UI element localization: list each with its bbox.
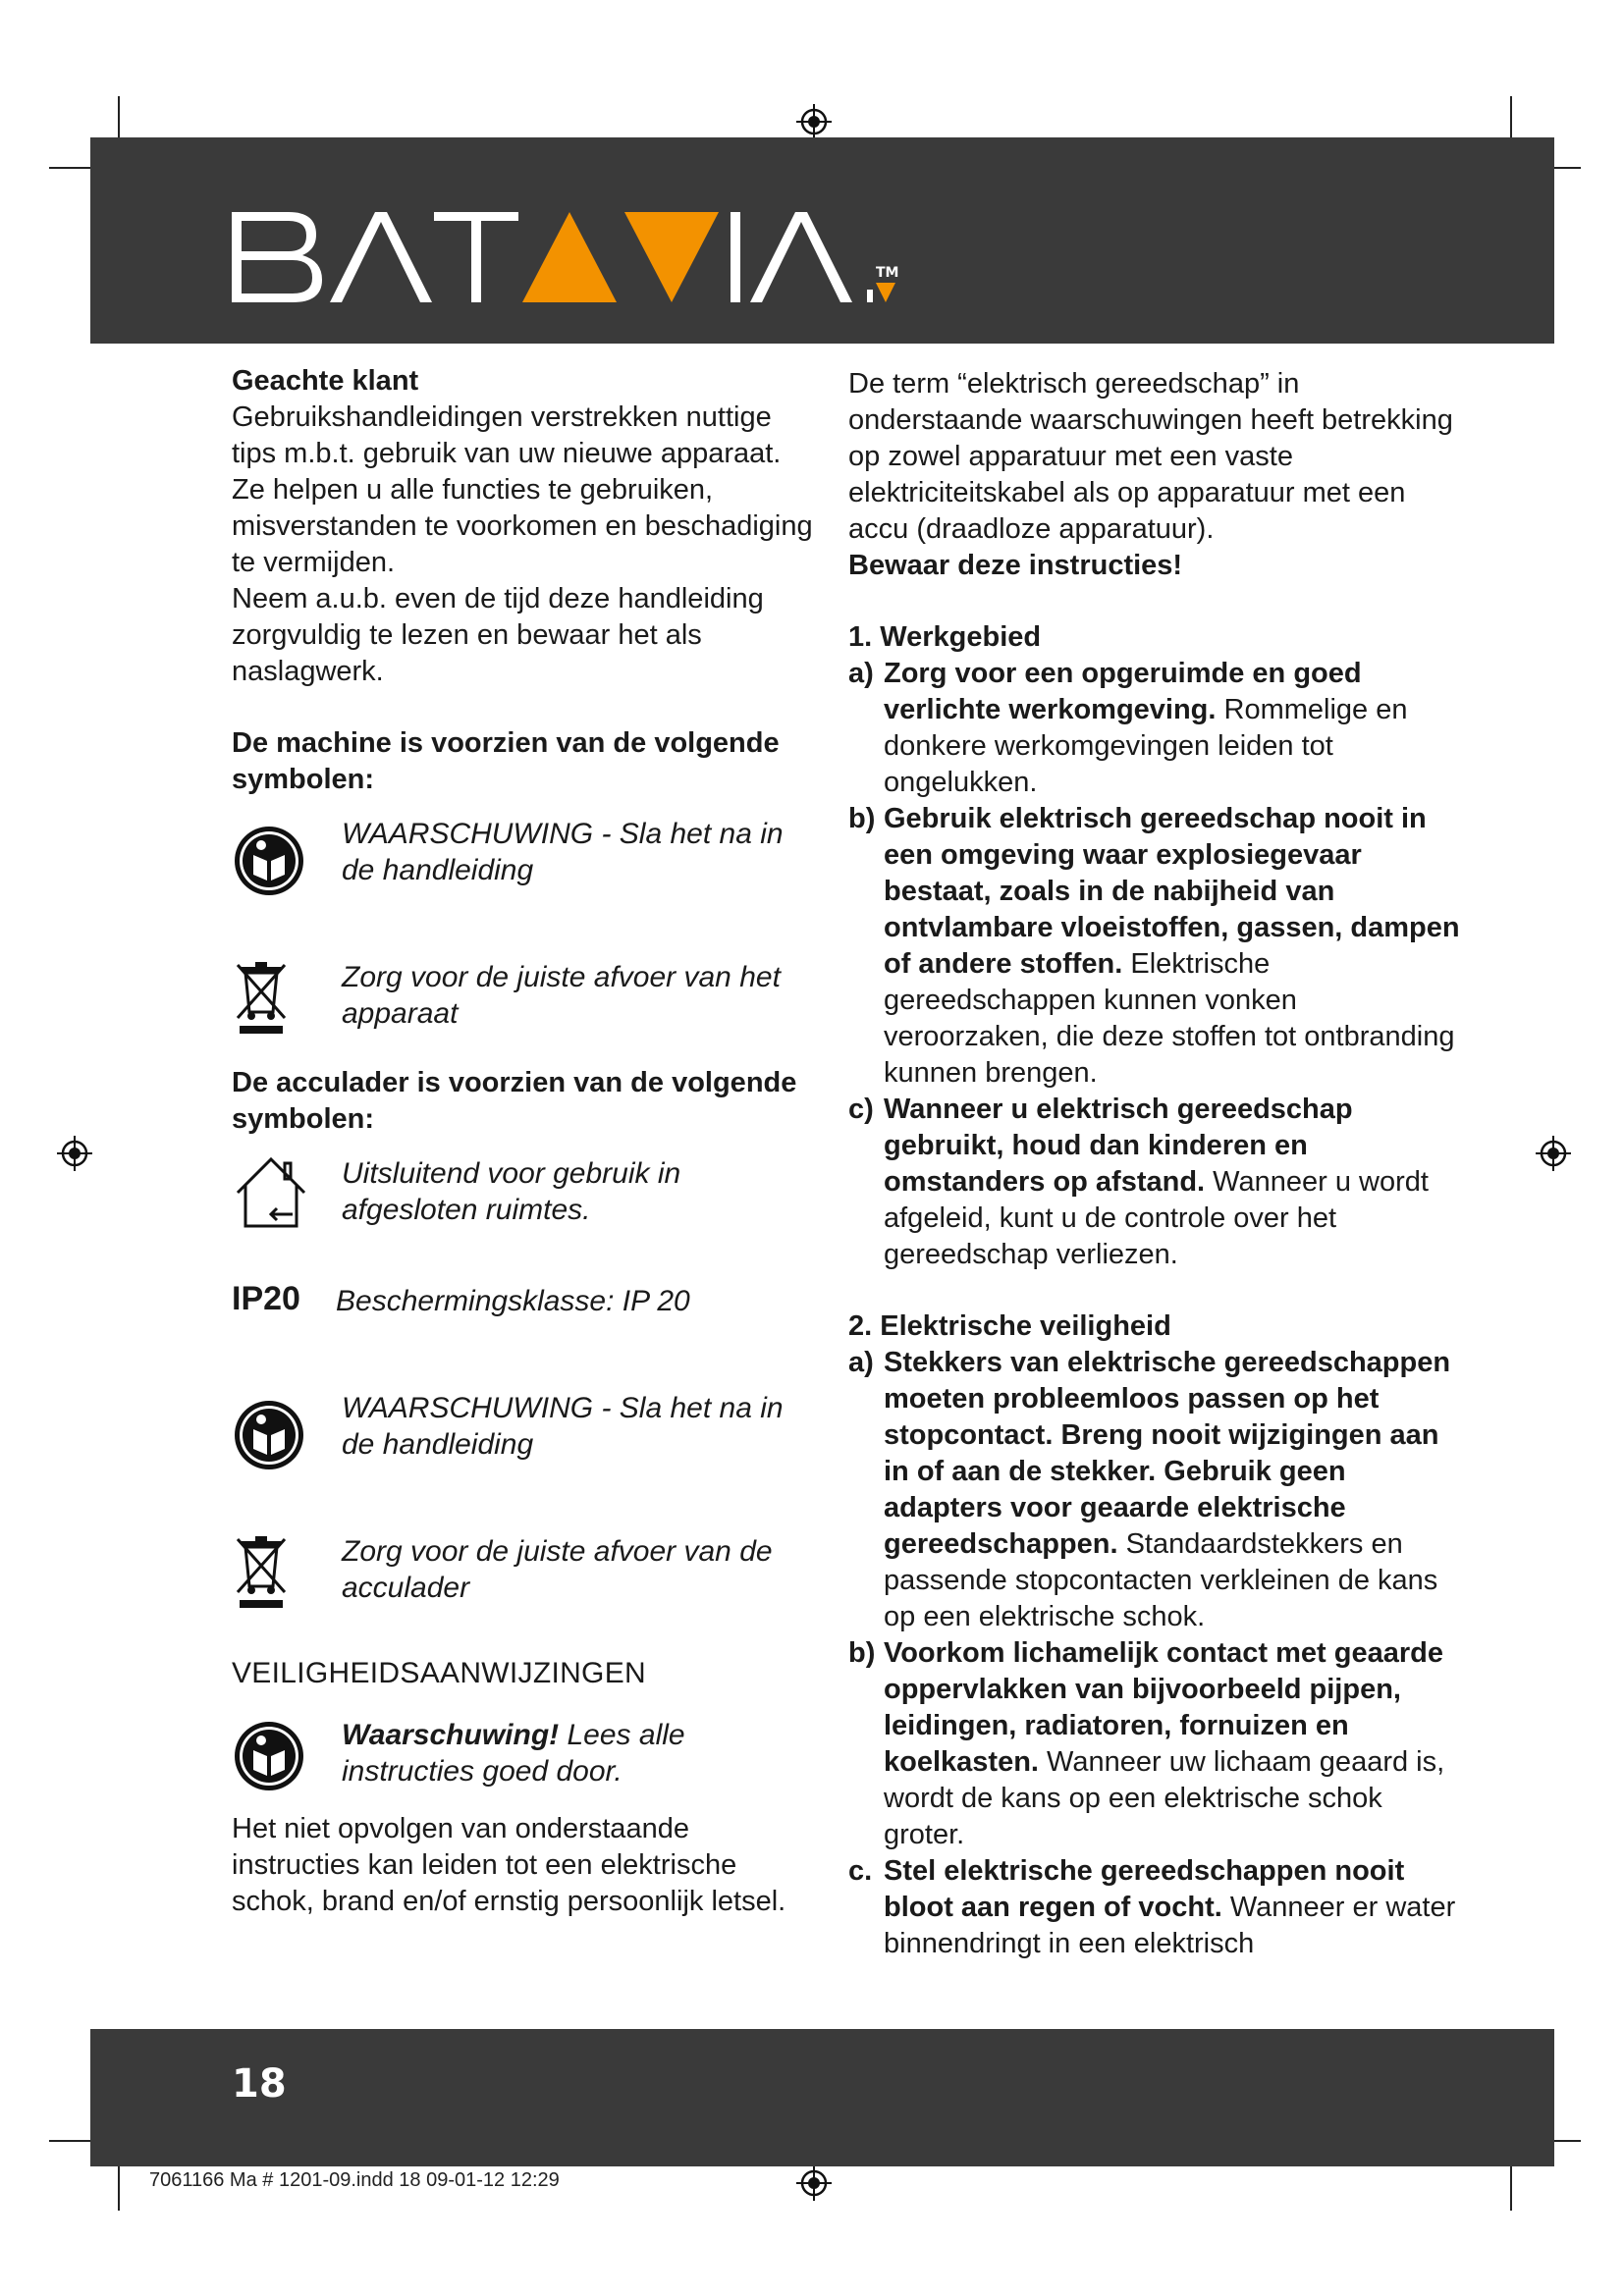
item-bold: Gebruik elektrisch gereedschap nooit in een omgeving waar explosiegevaar bestaat, zoals in de nabijheid van ontvlambare vloeistoffen, gassen, dampen of andere stoffen. <box>884 803 1460 980</box>
crop-mark <box>118 2160 120 2211</box>
manual-icon <box>232 1398 306 1472</box>
section-title: 1. Werkgebied <box>848 621 1042 653</box>
charger-symbols-heading: De acculader is voorzien van de volgende symbolen: <box>232 1067 797 1135</box>
keep-instructions: Bewaar deze instructies! <box>848 550 1183 581</box>
item-bold: Zorg voor een opgeruimde en goed verlichte werkomgeving. <box>884 658 1362 725</box>
symbol-text: Zorg voor de juiste afvoer van het apparaat <box>342 961 781 1030</box>
page-number: 18 <box>232 2061 287 2107</box>
ip-badge: IP20 <box>232 1280 300 1317</box>
symbol-text: Uitsluitend voor gebruik in afgesloten ruimtes. <box>342 1157 681 1226</box>
list-item <box>848 801 1467 1092</box>
list-item <box>848 1635 1467 1853</box>
symbol-text: WAARSCHUWING - Sla het na in de handleiding <box>342 1392 784 1461</box>
item-bold: Wanneer u elektrisch gereedschap gebruikt, houd dan kinderen en omstanders op afstand. <box>884 1094 1353 1198</box>
ip-row <box>232 1281 821 1319</box>
item-label: c. <box>848 1855 873 1887</box>
list-item <box>848 1092 1467 1273</box>
greeting: Geachte klant <box>232 365 419 397</box>
intro-paragraph: Neem a.u.b. even de tijd deze handleiding zorgvuldig te lezen en bewaar het als naslagwerk. <box>232 583 764 687</box>
left-column <box>232 363 821 1920</box>
batavia-logo <box>228 208 935 306</box>
weee-bin-icon <box>232 957 291 1036</box>
right-column <box>848 366 1467 1962</box>
footer-band <box>90 2029 1554 2166</box>
symbol-row <box>232 1531 821 1610</box>
symbol-row <box>232 1153 821 1232</box>
item-bold: Voorkom lichamelijk contact met geaarde oppervlakken van bijvoorbeeld pijpen, leidingen, radiatoren, fornuizen en koelkasten. <box>884 1637 1443 1778</box>
item-label: c) <box>848 1094 874 1125</box>
list-item <box>848 1345 1467 1635</box>
crop-mark <box>1510 2160 1512 2211</box>
item-label: b) <box>848 1637 876 1669</box>
registration-mark-icon <box>794 102 834 141</box>
trademark-mark: TM <box>876 265 899 281</box>
item-text: Standaardstekkers en passende stopcontacten verkleinen de kans op een elektrische schok. <box>884 1528 1438 1632</box>
manual-icon <box>232 824 306 898</box>
ip-text: Beschermingsklasse: IP 20 <box>336 1285 690 1317</box>
list-item <box>848 1853 1467 1962</box>
registration-mark-icon <box>1534 1134 1573 1173</box>
indoor-house-icon <box>232 1153 310 1232</box>
item-text: Wanneer er water binnendringt in een elektrisch <box>884 1892 1456 1959</box>
safety-paragraph: Het niet opvolgen van onderstaande instructies kan leiden tot een elektrische schok, brand en/of ernstig persoonlijk letsel. <box>232 1813 786 1917</box>
item-bold: Stel elektrische gereedschappen nooit bloot aan regen of vocht. <box>884 1855 1405 1923</box>
item-text: Wanneer uw lichaam geaard is, wordt de kans op een elektrische schok groter. <box>884 1746 1445 1850</box>
safety-heading: VEILIGHEIDSAANWIJZINGEN <box>232 1657 646 1689</box>
item-label: a) <box>848 1347 874 1378</box>
item-label: a) <box>848 658 874 689</box>
item-label: b) <box>848 803 876 834</box>
item-bold: Stekkers van elektrische gereedschappen moeten probleemloos passen op het stopcontact. Breng nooit wijzigingen aan in of aan de stekker. Gebruik geen adapters voor geaarde elektrische gereedschappen. <box>884 1347 1451 1560</box>
symbol-row <box>232 1715 821 1793</box>
list-item <box>848 656 1467 801</box>
manual-icon <box>232 1719 306 1793</box>
item-text: Elektrische gereedschappen kunnen vonken veroorzaken, die deze stoffen tot ontbranding kunnen brengen. <box>884 948 1455 1089</box>
item-text: Rommelige en donkere werkomgevingen leiden tot ongelukken. <box>884 694 1408 798</box>
safety-warning <box>342 1715 821 1789</box>
intro-paragraph: Gebruikshandleidingen verstrekken nuttige tips m.b.t. gebruik van uw nieuwe apparaat. Ze helpen u alle functies te gebruiken, misverstanden te voorkomen en beschadiging te vermijden. <box>232 401 813 578</box>
symbol-text: WAARSCHUWING - Sla het na in de handleiding <box>342 818 784 886</box>
safety-warning-bold: Waarschuwing! <box>342 1719 560 1751</box>
safety-warning-rest: Lees alle instructies goed door. <box>342 1719 685 1788</box>
registration-mark-icon <box>55 1134 94 1173</box>
registration-mark-icon <box>794 2163 834 2203</box>
symbol-row <box>232 814 821 898</box>
machine-symbols-heading: De machine is voorzien van de volgende symbolen: <box>232 727 780 795</box>
section-title: 2. Elektrische veiligheid <box>848 1310 1171 1342</box>
weee-bin-icon <box>232 1531 291 1610</box>
print-slug: 7061166 Ma # 1201-09.indd 18 09-01-12 12:29 <box>149 2169 560 2191</box>
symbol-row <box>232 1388 821 1472</box>
symbol-text: Zorg voor de juiste afvoer van de acculader <box>342 1535 773 1604</box>
symbol-row <box>232 957 821 1036</box>
term-paragraph: De term “elektrisch gereedschap” in onderstaande waarschuwingen heeft betrekking op zowel apparatuur met een vaste elektriciteitskabel als op apparatuur met een accu (draadloze apparatuur). <box>848 368 1453 545</box>
item-text: Wanneer u wordt afgeleid, kunt u de controle over het gereedschap verliezen. <box>884 1166 1429 1270</box>
